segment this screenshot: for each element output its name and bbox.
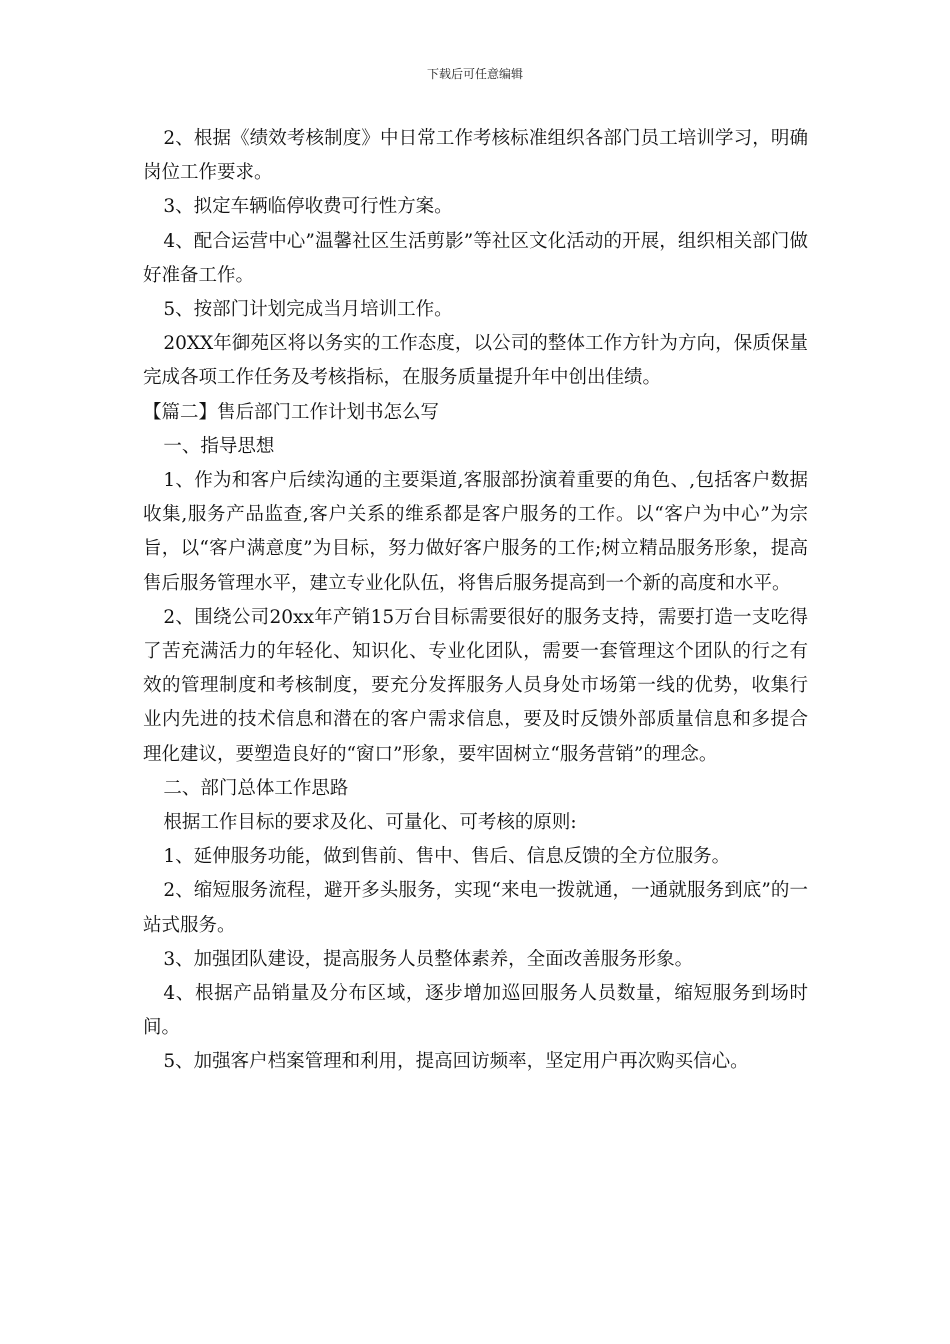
document-body: [143, 122, 808, 1080]
paragraph-item-2: 2、根据《绩效考核制度》中日常工作考核标准组织各部门员工培训学习，明确岗位工作要求。: [143, 128, 808, 184]
paragraph-principles: 根据工作目标的要求及化、可量化、可考核的原则:: [163, 812, 577, 834]
paragraph-item-3: 3、拟定车辆临停收费可行性方案。: [163, 196, 453, 218]
subheading-overall-approach: 二、部门总体工作思路: [163, 777, 349, 799]
paragraph-guiding-1: 1、作为和客户后续沟通的主要渠道,客服部扮演着重要的角色、,包括客户数据收集,服务产品监查,客户关系的维系都是客户服务的工作。以“客户为中心”为宗旨，以“客户满意度”为目标，努力做好客户服务的工作;树立精品服务形象，提高售后服务管理水平，建立专业化队伍，将售后服务提高到一个新的高度和水平。: [143, 470, 808, 594]
page-header: 下载后可任意编辑: [426, 67, 523, 81]
paragraph-item-4: 4、配合运营中心”温馨社区生活剪影”等社区文化活动的开展，组织相关部门做好准备工作。: [143, 230, 808, 286]
paragraph-approach-3: 3、加强团队建设，提高服务人员整体素养，全面改善服务形象。: [163, 948, 694, 970]
paragraph-summary: 20XX年御苑区将以务实的工作态度，以公司的整体工作方针为方向，保质保量完成各项工作任务及考核指标，在服务质量提升年中创出佳绩。: [143, 333, 808, 389]
paragraph-guiding-2: 2、围绕公司20xx年产销15万台目标需要很好的服务支持，需要打造一支吃得了苦充满活力的年轻化、知识化、专业化团队，需要一套管理这个团队的行之有效的管理制度和考核制度，要充分发挥服务人员身处市场第一线的优势，收集行业内先进的技术信息和潜在的客户需求信息，要及时反馈外部质量信息和多提合理化建议，要塑造良好的“窗口”形象，要牢固树立“服务营销”的理念。: [143, 606, 808, 765]
section-heading: 【篇二】售后部门工作计划书怎么写: [143, 401, 440, 423]
paragraph-approach-1: 1、延伸服务功能，做到售前、售中、售后、信息反馈的全方位服务。: [163, 846, 731, 868]
paragraph-approach-5: 5、加强客户档案管理和利用，提高回访频率，坚定用户再次购买信心。: [163, 1051, 749, 1073]
paragraph-item-5: 5、按部门计划完成当月培训工作。: [163, 299, 453, 321]
paragraph-approach-4: 4、根据产品销量及分布区域，逐步增加巡回服务人员数量，缩短服务到场时间。: [143, 983, 808, 1039]
paragraph-approach-2: 2、缩短服务流程，避开多头服务，实现“来电一拨就通，一通就服务到底”的一站式服务。: [143, 880, 808, 936]
subheading-guiding-thought: 一、指导思想: [163, 435, 275, 457]
